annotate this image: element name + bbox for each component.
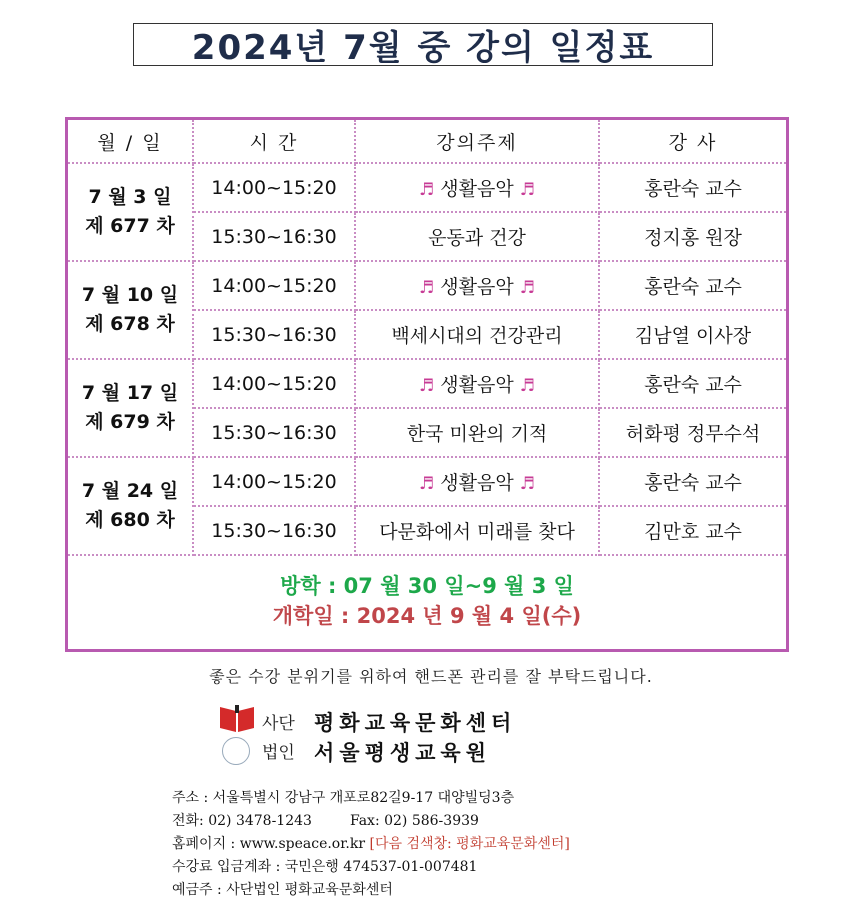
music-note-icon: ♬ (519, 474, 535, 494)
phone-line (172, 810, 570, 833)
lecture-time: 14:00~15:20 (193, 261, 355, 310)
lecturer-name: 홍란숙 교수 (599, 359, 786, 408)
lecturer-name: 홍란숙 교수 (599, 163, 786, 212)
music-note-icon: ♬ (419, 278, 435, 298)
header-row (68, 120, 786, 163)
logo-type-top: 사단 (262, 714, 295, 734)
lecture-subject: 한국 미완의 기적 (355, 408, 599, 457)
lecture-subject-text: 생활음악 (440, 178, 514, 200)
lecture-subject: 백세시대의 건강관리 (355, 310, 599, 359)
session-round: 제 680 차 (85, 509, 175, 531)
lecture-time: 15:30~16:30 (193, 408, 355, 457)
schedule-table (65, 117, 789, 652)
music-note-icon: ♬ (519, 278, 535, 298)
seal-icon (222, 737, 250, 765)
phone-text: 전화: 02) 3478-1243 (172, 813, 312, 829)
lecturer-name: 홍란숙 교수 (599, 261, 786, 310)
logo-name-top: 평화교육문화센터 (314, 710, 517, 735)
session-round: 제 677 차 (85, 215, 175, 237)
lecturer-name: 허화평 정무수석 (599, 408, 786, 457)
session-date-cell (68, 261, 193, 359)
session-date: 7 월 17 일 (81, 382, 179, 404)
header-lecturer: 강 사 (599, 120, 786, 163)
lecturer-name: 홍란숙 교수 (599, 457, 786, 506)
lecture-time: 14:00~15:20 (193, 163, 355, 212)
account-line: 수강료 입금계좌 : 국민은행 474537-01-007481 (172, 859, 478, 875)
session-date-cell (68, 457, 193, 555)
session-date-cell (68, 359, 193, 457)
logo-type-bottom: 법인 (262, 743, 295, 763)
music-note-icon: ♬ (419, 376, 435, 396)
logo-name-bottom: 서울평생교육원 (314, 740, 492, 765)
table-row (68, 457, 786, 506)
lecturer-name: 김만호 교수 (599, 506, 786, 555)
lecture-subject (355, 163, 599, 212)
lecture-time: 15:30~16:30 (193, 506, 355, 555)
contact-info (172, 787, 570, 902)
music-note-icon: ♬ (519, 376, 535, 396)
homepage-link[interactable]: 홈페이지 : www.speace.or.kr (172, 836, 366, 852)
lecturer-name: 김남열 이사장 (599, 310, 786, 359)
title-box (133, 23, 713, 66)
page-title: 2024년 7월 중 강의 일정표 (191, 28, 655, 68)
session-round: 제 678 차 (85, 313, 175, 335)
lecture-subject (355, 261, 599, 310)
homepage-line (172, 833, 570, 856)
header-date: 월 / 일 (68, 120, 193, 163)
lecture-subject: 다문화에서 미래를 찾다 (355, 506, 599, 555)
table-row (68, 163, 786, 212)
header-time: 시 간 (193, 120, 355, 163)
search-hint: [다음 검색창: 평화교육문화센터] (369, 836, 570, 852)
header-subject: 강의주제 (355, 120, 599, 163)
lecturer-name: 정지홍 원장 (599, 212, 786, 261)
session-date-cell (68, 163, 193, 261)
opening-text: 개학일 : 2024 년 9 월 4 일(수) (272, 604, 582, 628)
lecture-time: 14:00~15:20 (193, 359, 355, 408)
lecture-subject (355, 457, 599, 506)
schedule-grid (68, 120, 786, 556)
music-note-icon: ♬ (419, 180, 435, 200)
lecture-time: 14:00~15:20 (193, 457, 355, 506)
notice-text: 좋은 수강 분위기를 위하여 핸드폰 관리를 잘 부탁드립니다. (209, 667, 653, 686)
lecture-subject-text: 생활음악 (440, 472, 514, 494)
lecture-subject-text: 생활음악 (440, 276, 514, 298)
address-line: 주소 : 서울특별시 강남구 개포로82길9-17 대양빌딩3층 (172, 790, 515, 806)
table-row (68, 261, 786, 310)
session-date: 7 월 3 일 (88, 186, 172, 208)
vacation-text: 방학 : 07 월 30 일~9 월 3 일 (280, 574, 574, 598)
lecture-subject-text: 생활음악 (440, 374, 514, 396)
music-note-icon: ♬ (519, 180, 535, 200)
session-date: 7 월 24 일 (81, 480, 179, 502)
music-note-icon: ♬ (419, 474, 435, 494)
book-logo-icon (218, 703, 256, 733)
session-round: 제 679 차 (85, 411, 175, 433)
fax-text: Fax: 02) 586-3939 (349, 813, 479, 829)
lecture-time: 15:30~16:30 (193, 310, 355, 359)
lecture-subject (355, 359, 599, 408)
session-date: 7 월 10 일 (81, 284, 179, 306)
lecture-time: 15:30~16:30 (193, 212, 355, 261)
holder-line: 예금주 : 사단법인 평화교육문화센터 (172, 882, 393, 898)
term-info (68, 556, 786, 646)
lecture-subject: 운동과 건강 (355, 212, 599, 261)
organization-logo (218, 703, 568, 769)
table-row (68, 359, 786, 408)
